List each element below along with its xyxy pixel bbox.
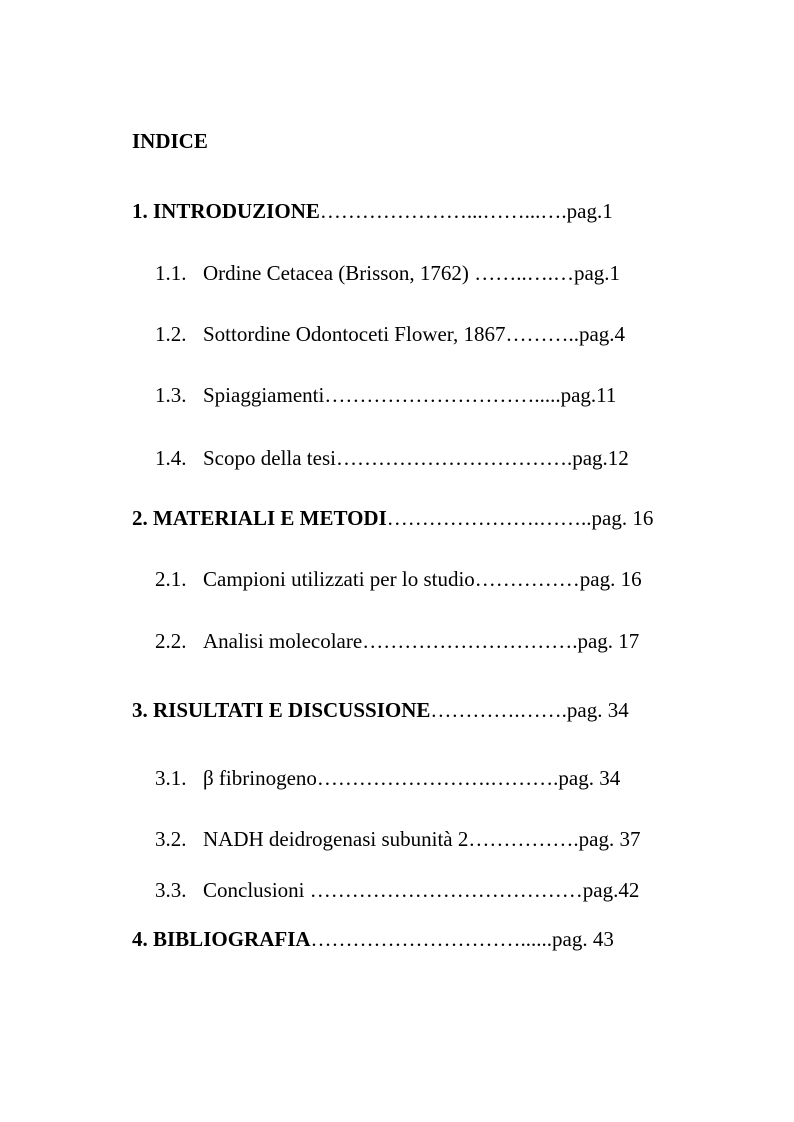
toc-entry-leader: ……..….… (468, 261, 574, 285)
toc-entry-3-2[interactable] (155, 827, 640, 851)
toc-entry-label: NADH deidrogenasi subunità 2 (203, 827, 469, 851)
toc-entry-1-2[interactable] (155, 322, 625, 346)
toc-entry-number: 3. (132, 698, 148, 722)
toc-entry-page: pag.1 (573, 261, 621, 285)
toc-entry-2-2[interactable] (155, 629, 639, 653)
toc-entry-page: pag. 37 (578, 827, 641, 851)
toc-entry-page: pag.12 (572, 446, 629, 470)
toc-entry-label: RISULTATI E DISCUSSIONE (153, 698, 431, 722)
toc-entry-leader: …………………………..... (324, 383, 561, 407)
toc-entry-4[interactable] (132, 927, 614, 951)
toc-entry-number: 3.2. (155, 827, 187, 851)
toc-entry-leader: ………………………………… (304, 878, 583, 902)
toc-entry-leader: …………… (474, 567, 580, 591)
toc-entry-page: pag. 34 (558, 766, 621, 790)
toc-entry-label: β fibrinogeno (203, 766, 317, 790)
toc-entry-label: Sottordine Odontoceti Flower, 1867 (203, 322, 506, 346)
toc-entry-page: pag. 16 (579, 567, 642, 591)
toc-entry-1-1[interactable] (155, 261, 620, 285)
toc-entry-label: MATERIALI E METODI (153, 506, 387, 530)
toc-entry-label: Ordine Cetacea (Brisson, 1762) (203, 261, 469, 285)
toc-entry-leader: ………………….…….. (386, 506, 592, 530)
toc-entry-page: pag.42 (582, 878, 640, 902)
toc-entry-number: 2.2. (155, 629, 187, 653)
toc-entry-label: Conclusioni (203, 878, 305, 902)
toc-entry-label: Scopo della tesi (203, 446, 336, 470)
toc-entry-leader: ……….. (505, 322, 579, 346)
toc-entry-leader: ………….……. (430, 698, 567, 722)
toc-entry-leader: ……………………………. (335, 446, 573, 470)
toc-entry-number: 2. (132, 506, 148, 530)
toc-entry-leader: …………………………. (362, 629, 578, 653)
toc-entry-number: 1.3. (155, 383, 187, 407)
toc-entry-2-1[interactable] (155, 567, 642, 591)
toc-entry-number: 2.1. (155, 567, 187, 591)
toc-entry-leader: ……………. (468, 827, 579, 851)
toc-entry-page: pag.1 (566, 199, 613, 223)
toc-entry-page: pag. 34 (566, 698, 629, 722)
toc-entry-3-3[interactable] (155, 878, 639, 902)
toc-entry-2[interactable] (132, 506, 653, 530)
toc-entry-page: pag. 43 (552, 927, 614, 951)
toc-entry-label: Campioni utilizzati per lo studio (203, 567, 475, 591)
toc-entry-3[interactable] (132, 698, 629, 722)
toc-entry-number: 1.4. (155, 446, 187, 470)
toc-entry-page: pag. 16 (591, 506, 654, 530)
toc-entry-label: BIBLIOGRAFIA (153, 927, 311, 951)
toc-entry-label: Spiaggiamenti (203, 383, 325, 407)
toc-entry-number: 1. (132, 199, 148, 223)
toc-entry-1[interactable] (132, 199, 613, 223)
toc-entry-3-1[interactable] (155, 766, 620, 790)
toc-entry-page: pag.11 (560, 383, 617, 407)
toc-entry-leader: …………………...……...…. (319, 199, 567, 223)
toc-entry-label: Analisi molecolare (203, 629, 363, 653)
toc-entry-1-4[interactable] (155, 446, 629, 470)
toc-entry-number: 3.1. (155, 766, 187, 790)
toc-entry-number: 4. (132, 927, 148, 951)
toc-entry-number: 1.2. (155, 322, 187, 346)
toc-title: INDICE (132, 129, 208, 153)
toc-entry-leader: …………………………...... (310, 927, 553, 951)
toc-entry-1-3[interactable] (155, 383, 616, 407)
toc-entry-page: pag.4 (578, 322, 626, 346)
toc-entry-number: 1.1. (155, 261, 187, 285)
toc-entry-number: 3.3. (155, 878, 187, 902)
toc-entry-label: INTRODUZIONE (153, 199, 320, 223)
toc-entry-page: pag. 17 (577, 629, 640, 653)
toc-entry-leader: …………………….………. (316, 766, 559, 790)
